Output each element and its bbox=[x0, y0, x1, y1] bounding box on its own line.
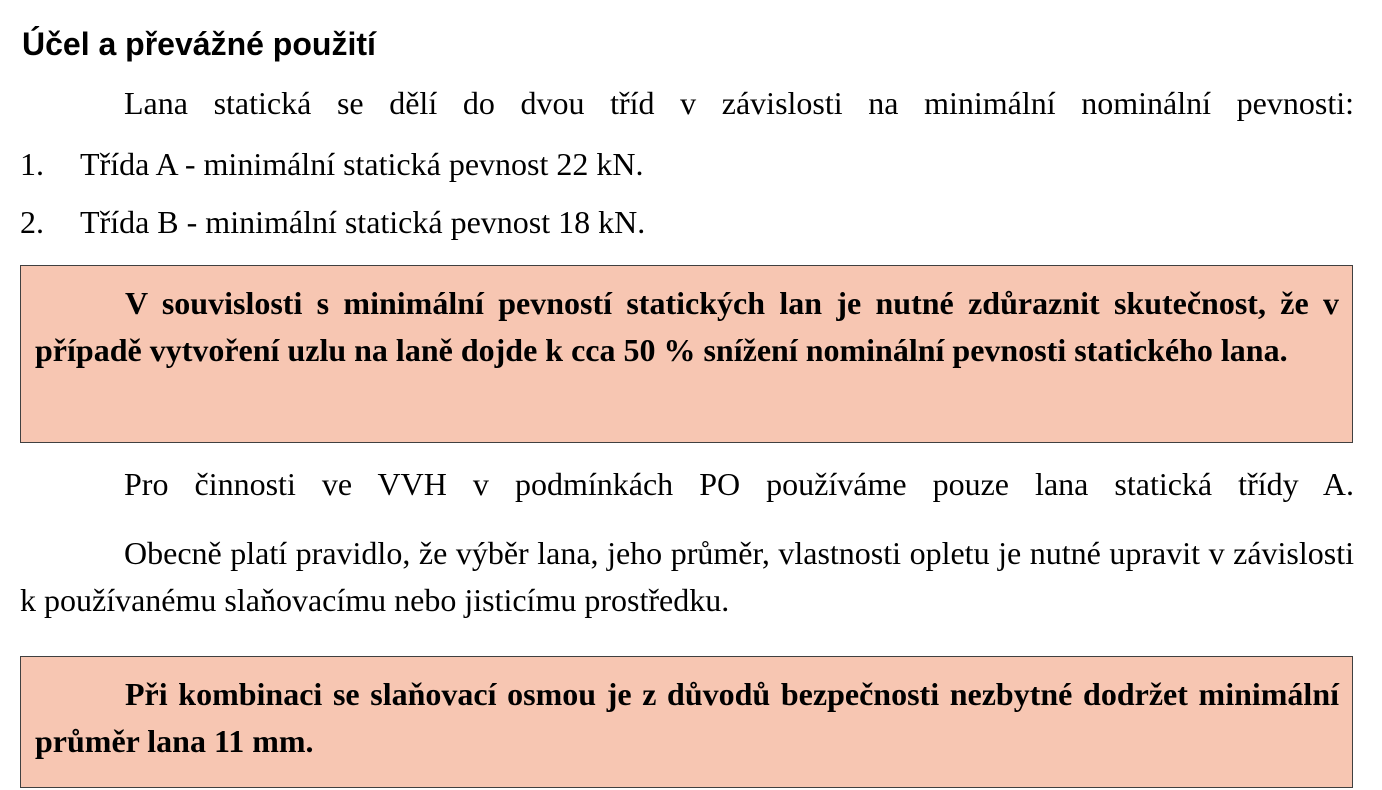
intro-paragraph: Lana statická se dělí do dvou tříd v závislosti na minimální nominální pevnosti: bbox=[124, 85, 1354, 121]
warning-box-rope-diameter bbox=[20, 656, 1353, 788]
warning-text-knot-strength: V souvislosti s minimální pevností statických lan je nutné zdůraznit skutečnost, že v případě vytvoření uzlu na laně dojde k cca 50 % snížení nominální pevnosti statického lana. bbox=[35, 285, 1339, 368]
list-item-number: 2. bbox=[20, 204, 44, 240]
warning-text-rope-diameter: Při kombinaci se slaňovací osmou je z důvodů bezpečnosti nezbytné dodržet minimální průměr lana 11 mm. bbox=[35, 676, 1339, 759]
general-rule-paragraph: Obecně platí pravidlo, že výběr lana, jeho průměr, vlastnosti opletu je nutné upravit v závislosti k používanému slaňovacímu nebo jisticímu prostředku. bbox=[20, 535, 1354, 618]
section-heading: Účel a převážné použití bbox=[22, 26, 376, 62]
warning-box-knot-strength bbox=[20, 265, 1353, 443]
list-item bbox=[20, 135, 1354, 193]
list-item-number: 1. bbox=[20, 146, 44, 182]
rope-class-list bbox=[20, 135, 1354, 251]
list-item-text: Třída A - minimální statická pevnost 22 kN. bbox=[80, 146, 644, 182]
list-item bbox=[20, 193, 1354, 251]
list-item-text: Třída B - minimální statická pevnost 18 kN. bbox=[80, 204, 646, 240]
vvh-paragraph: Pro činnosti ve VVH v podmínkách PO používáme pouze lana statická třídy A. bbox=[124, 466, 1354, 502]
